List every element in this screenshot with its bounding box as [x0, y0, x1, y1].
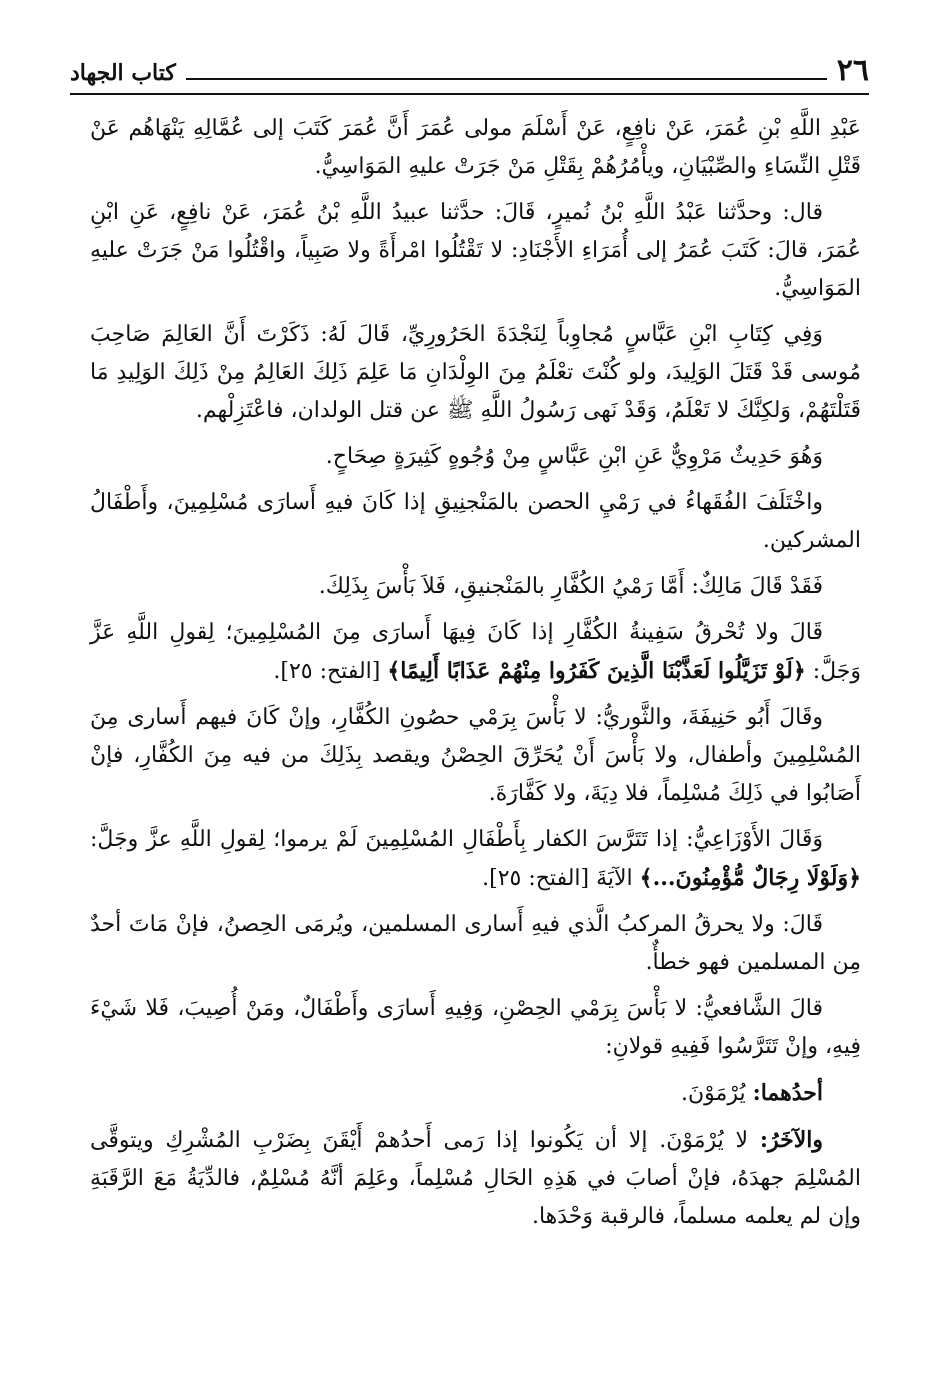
paragraph-text: وقَالَ أَبُو حَنِيفَةَ، والثَّوريُّ: لا بَأْسَ بِرَمْي حصُونِ الكُفَّارِ، وإنْ كَانَ فيهم أَسارى مِنَ المُسْلِمِينَ وأطفال، ولا بَأْسَ أَنْ يُحَرِّقَ الحِصْنُ ويقصد بِذَلِكَ من فيه مِنَ الكُفَّارِ، فإنْ أَصَابُوا في ذَلِكَ مُسْلِماً، فلا دِيَةَ، ولا كَفَّارَةَ.	[90, 705, 861, 806]
paragraph	[90, 1121, 861, 1236]
paragraph-text: قالَ الشَّافعيُّ: لا بَأْسَ بِرَمْي الحِصْنِ، وَفِيهِ أَسارَى وأَطْفَالٌ، ومَنْ أُصِيبَ، فَلا شَيْءَ فِيهِ، وإنْ تَتَرَّسُوا فَفِيهِ قولانِ:	[90, 996, 861, 1059]
paragraph-text: وَقَالَ الأَوْزَاعِيُّ: إذا تَتَرَّسَ الكفار بِأَطْفَالِ المُسْلِمِينَ لَمْ يرموا؛ لِقولِ اللَّهِ عزَّ وجَلَّ:	[90, 827, 823, 852]
header-divider	[186, 78, 827, 80]
running-header	[70, 48, 869, 92]
main-text	[90, 110, 861, 1244]
quran-verse: ﴿لَوْ تَزَيَّلُوا لَعَذَّبْنَا الَّذِينَ كَفَرُوا مِنْهُمْ عَذَابًا أَلِيمًا﴾	[387, 658, 806, 684]
paragraph-text: يُرْمَوْنَ.	[681, 1081, 746, 1106]
paragraph-lead: أحدُهما:	[752, 1080, 823, 1106]
paragraph	[90, 990, 861, 1066]
paragraph-text: عَبْدِ اللَّهِ بْنِ عُمَرَ، عَنْ نافِعٍ، عَنْ أَسْلَمَ مولى عُمَرَ أَنَّ عُمَرَ كَتَبَ إلى عُمَّالِهِ يَنْهَاهُم عَنْ قَتْلِ النِّسَاءِ والصِّبْيَانِ، ويأْمُرُهُمْ بِقَتْلِ مَنْ جَرَتْ عليهِ المَوَاسِيُّ.	[90, 116, 861, 179]
paragraph	[90, 1074, 861, 1113]
paragraph-text: واخْتَلَفَ الفُقَهاءُ في رَمْيِ الحصن بالمَنْجنِيقِ إذا كَانَ فيهِ أَسارَى مُسْلِمِينَ، وأَطْفَالُ المشركين.	[90, 490, 861, 553]
paragraph	[90, 194, 861, 308]
paragraph-text: وَفِي كِتَابِ ابْنِ عَبَّاسٍ مُجاوِباً لِنَجْدَةَ الحَرُورِيِّ، قَالَ لَهُ: ذَكَرْتَ أَنَّ العَالِمَ صَاحِبَ مُوسى قَدْ قَتَلَ الوَلِيدَ، ولو كُنْتَ تعْلَمُ مِنَ الوِلْدَانِ مَا عَلِمَ ذَلِكَ العَالِمُ مِنْ ذَلِكَ الوَلِيدِ مَا قَتَلْتَهُمْ، وَلكِنَّكَ لا تَعْلَمُ، وَقَدْ نَهى رَسُولُ اللَّهِ ﷺ عن قتل الولدان، فاعْتَزِلْهم.	[90, 322, 861, 423]
paragraph	[90, 614, 861, 691]
paragraph	[90, 438, 861, 476]
verse-reference: الآيَةَ [الفتح: ٢٥].	[482, 866, 633, 891]
paragraph	[90, 484, 861, 560]
quran-verse: ﴿وَلَوْلَا رِجَالٌ مُّؤْمِنُونَ...﴾	[639, 865, 861, 891]
paragraph	[90, 699, 861, 813]
paragraph-text: وَهُوَ حَدِيثٌ مَرْوِيٌّ عَنِ ابْنِ عَبَّاسٍ مِنْ وُجُوهٍ كَثِيرَةٍ صِحَاحٍ.	[325, 444, 823, 469]
paragraph-text: قَالَ: ولا يحرقُ المركبُ الَّذي فيهِ أَسارى المسلمين، ويُرمَى الحِصنُ، فإنْ مَاتَ أحدٌ مِن المسلمين فهو خطأٌ.	[90, 912, 861, 975]
verse-reference: [الفتح: ٢٥].	[273, 659, 381, 684]
paragraph	[90, 568, 861, 606]
paragraph	[90, 110, 861, 186]
paragraph	[90, 821, 861, 898]
paragraph	[90, 316, 861, 430]
paragraph-text: قَالَ ولا تُحْرقُ سَفِينةُ الكُفَّارِ إذا كَانَ فِيهَا أَسارَى مِنَ المُسْلِمِينَ؛ لِقولِ اللَّهِ عَزَّ وَجَلَّ:	[90, 620, 861, 684]
paragraph-text: فَقَدْ قَالَ مَالِكٌ: أَمَّا رَمْيُ الكُفَّارِ بالمَنْجنيقِ، فَلاَ بَأْسَ بِذَلِكَ.	[318, 574, 823, 599]
paragraph-lead: والآخَرُ:	[759, 1127, 823, 1153]
header-rule-area	[186, 48, 827, 92]
paragraph	[90, 906, 861, 982]
paragraph-text: لا يُرْمَوْنَ. إلا أن يَكُونوا إذا رَمى أَحدُهمْ أَيْقَنَ بِضَرْبِ المُشْرِكِ ويتوقَّى المُسْلِمَ جهدَهُ، فإنْ أصابَ في هَذِهِ الحَالِ مُسْلِماً، وعَلِمَ أنَّهُ مُسْلِمٌ، فالدِّيَةُ مَعَ الرَّقَبَةِ وإن لم يعلمه مسلماً، فالرقبة وَحْدَها.	[90, 1128, 861, 1229]
book-title: كتاب الجهاد	[70, 60, 176, 86]
page-number: ٢٦	[836, 53, 869, 88]
header-bottom-rule	[70, 93, 869, 95]
paragraph-text: قال: وحدَّثنا عَبْدُ اللَّهِ بْنُ نُميرٍ، قَالَ: حدَّثنا عبيدُ اللَّهِ بْنُ عُمَرَ، عَنْ نافِعٍ، عَنِ ابْنِ عُمَرَ، قالَ: كَتَبَ عُمَرُ إلى أُمَرَاءِ الأَجْنَادِ: لا تَقْتُلُوا امْرأَةً ولا صَبِياً، واقْتُلُوا مَنْ جَرَتْ عليهِ المَوَاسِيُّ.	[90, 200, 861, 301]
